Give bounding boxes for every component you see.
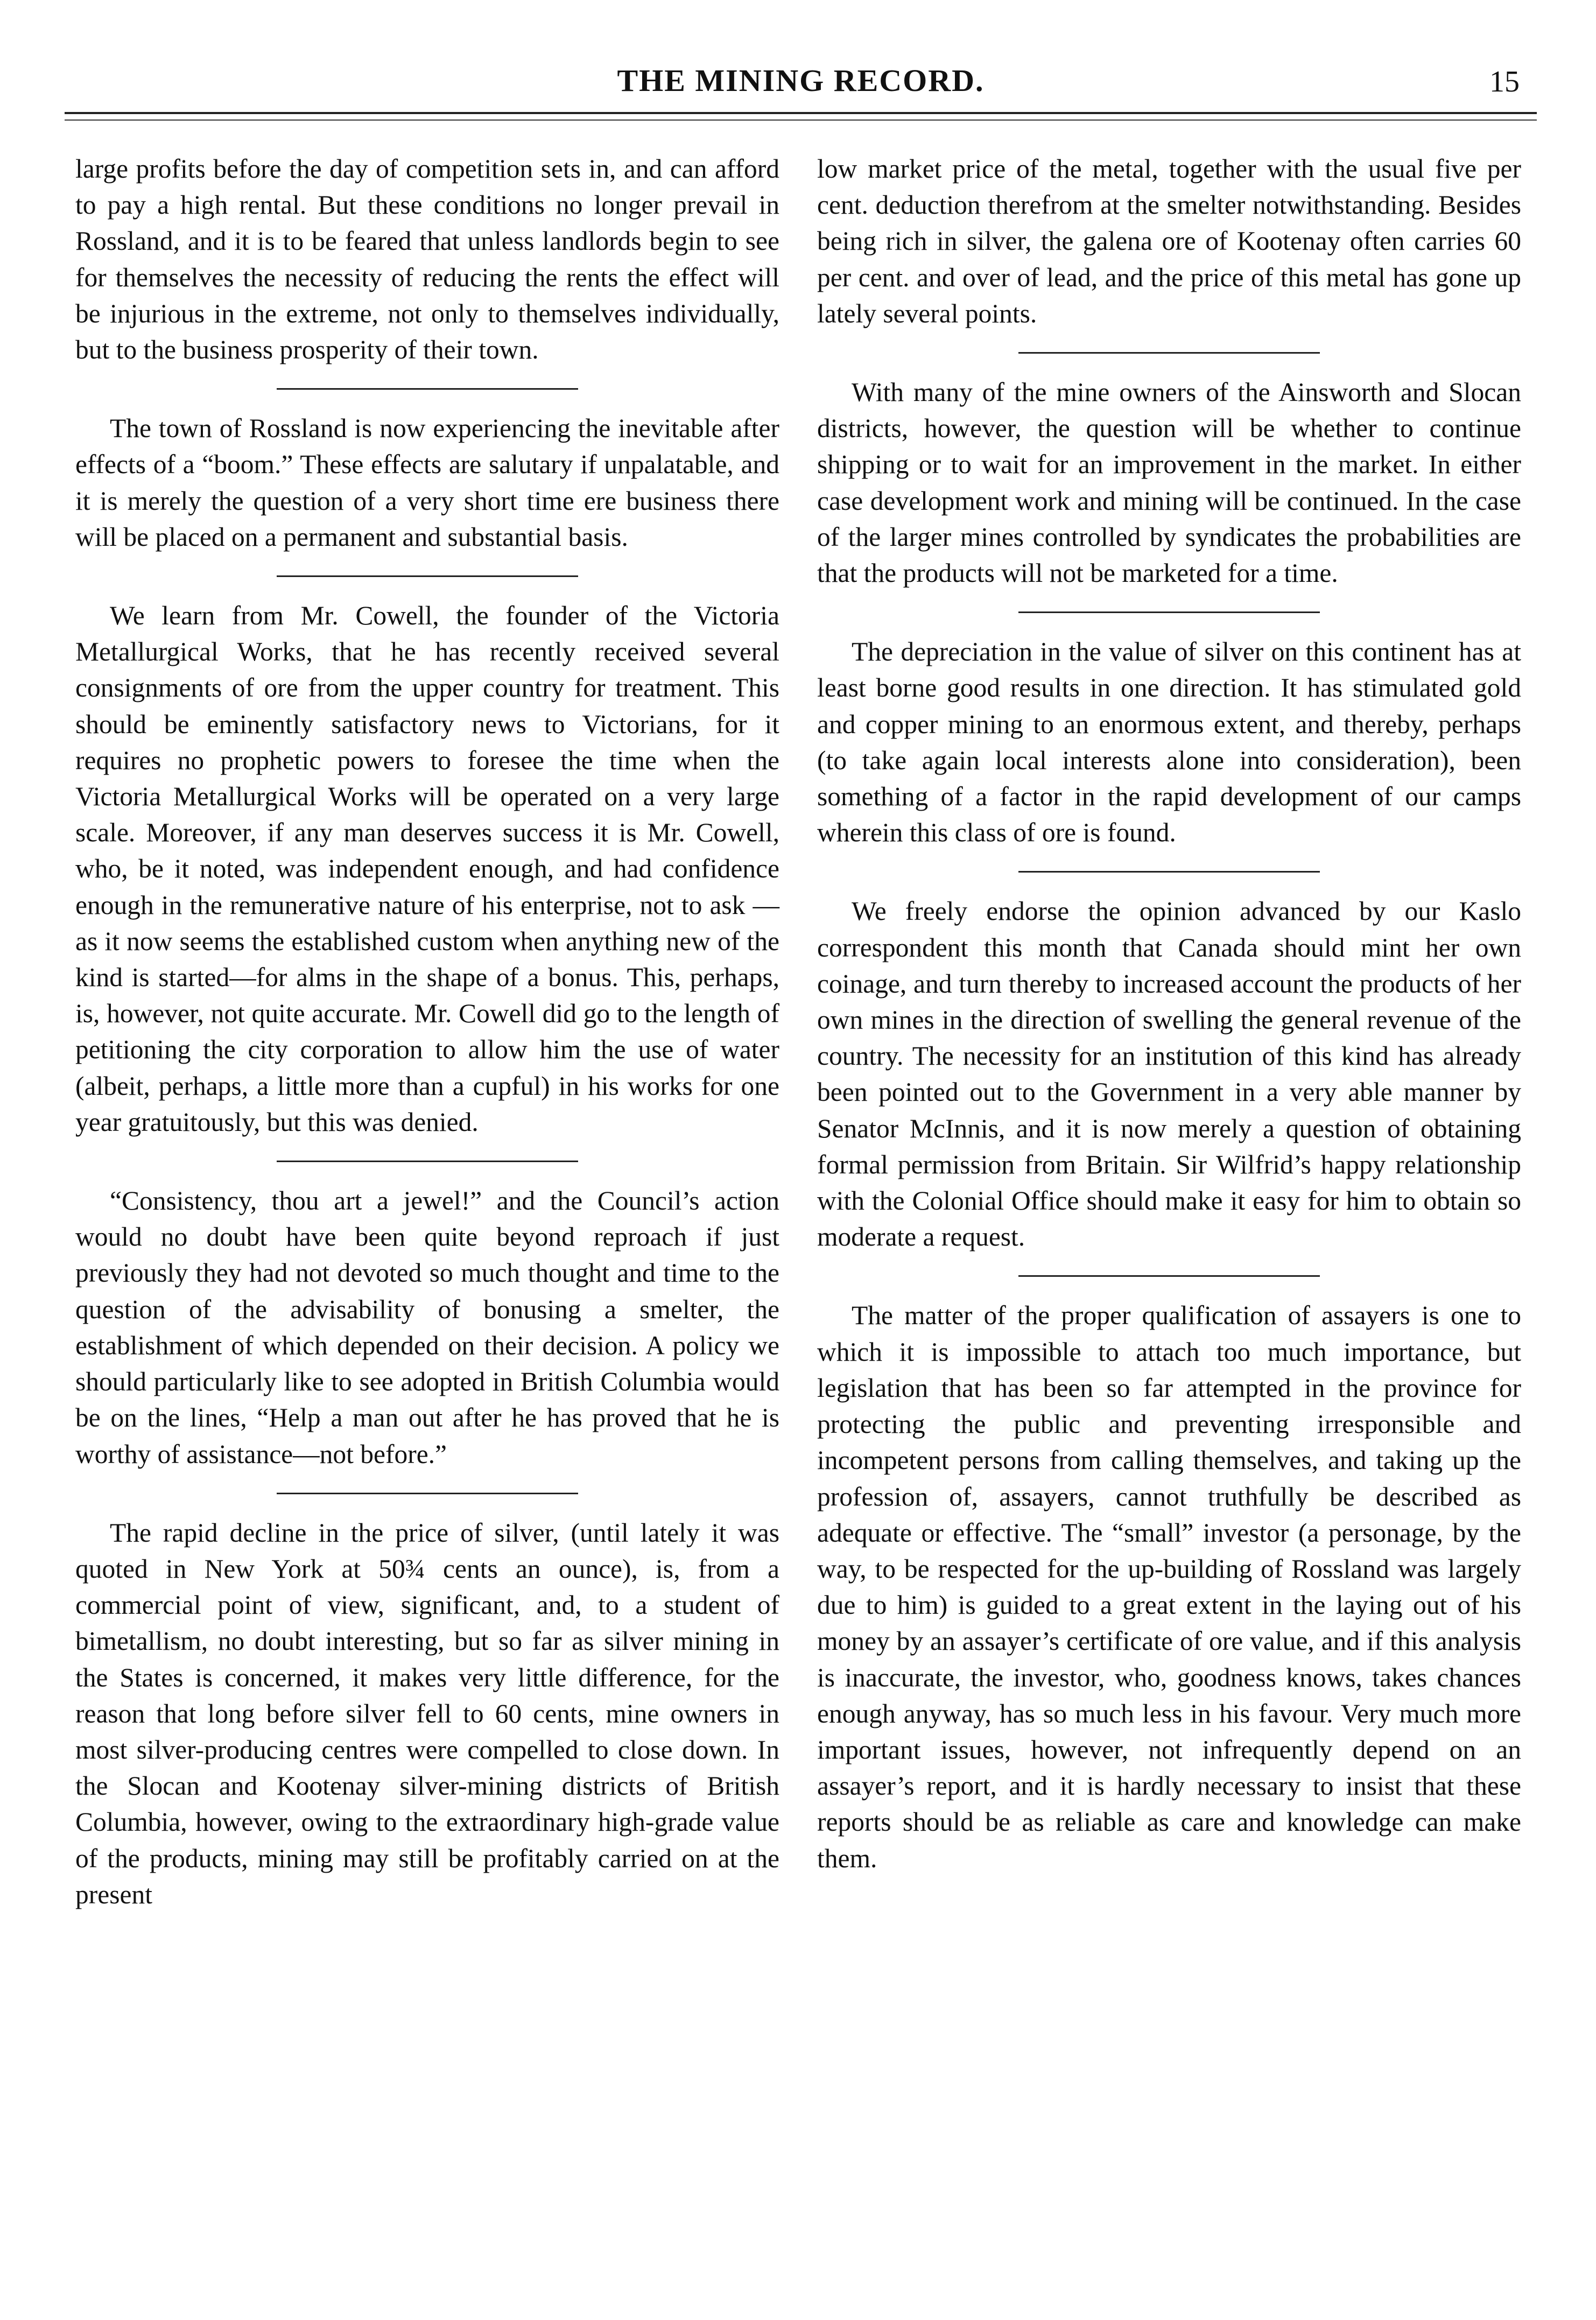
right-paragraph-2: With many of the mine owners of the Ainsworth and Slocan districts, however, the question will be whether to continue shipping or to wait for an improvement in the market. In either case development work and mining will be continued. In the case of the larger mines controlled by syndicates the probabilities are that the products will not be marketed for a time. [817, 377, 1521, 588]
paragraph-separator [1018, 352, 1320, 354]
paragraph-separator [277, 575, 578, 577]
paragraph-separator [1018, 1275, 1320, 1277]
page-number: 15 [1489, 65, 1520, 99]
left-paragraph-5: The rapid decline in the price of silver, (until lately it was quoted in New York at 50¾ cents an ounce), is, from a commercial point of view, significant, and, to a student of bimetallism, no doubt interesting, but so far as silver mining in the States is concerned, it makes very little difference, for the reason that long before silver fell to 60 cents, mine owners in most silver-producing centres were compelled to close down. In the Slocan and Kootenay silver-mining districts of British Columbia, however, owing to the extraordinary high-grade value of the products, mining may still be profitably carried on at the present [75, 1517, 779, 1909]
page-header [65, 60, 1537, 103]
paragraph-separator [1018, 611, 1320, 613]
left-paragraph-3: We learn from Mr. Cowell, the founder of the Victoria Metallurgical Works, that he has recently received several consignments of ore from the upper country for treatment. This should be eminently satisfactory news to Victorians, for it requires no prophetic powers to foresee the time when the Victoria Metallurgical Works will be operated on a very large scale. Moreover, if any man deserves success it is Mr. Cowell, who, be it noted, was independent enough, and had confidence enough in the remunerative nature of his enterprise, not to ask —as it now seems the established custom when anything new of the kind is started—for alms in the shape of a bonus. This, perhaps, is, however, not quite accurate. Mr. Cowell did go to the length of petitioning the city corporation to allow him the use of water (albeit, perhaps, a little more than a cupful) in his works for one year gratuitously, but this was denied. [75, 601, 779, 1137]
header-rule-thin [65, 119, 1537, 121]
right-column [817, 151, 1521, 1876]
right-paragraph-4: We freely endorse the opinion advanced by our Kaslo correspondent this month that Canada should mint her own coinage, and turn thereby to increased account the products of her own mines in the direction of swelling the general revenue of the country. The necessity for an institution of this kind has already been pointed out to the Government in a very able manner by Senator McInnis, and it is now merely a question of obtaining formal permission from Britain. Sir Wilfrid’s happy relationship with the Colonial Office should make it easy for him to obtain so moderate a request. [817, 896, 1521, 1252]
publication-title: THE MINING RECORD. [617, 63, 985, 98]
right-paragraph-1: low market price of the metal, together with the usual five per cent. deduction therefrom at the smelter notwithstanding. Besides being rich in silver, the galena ore of Kootenay often carries 60 per cent. and over of lead, and the price of this metal has gone up lately several points. [817, 154, 1521, 328]
right-paragraph-3: The depreciation in the value of silver on this continent has at least borne good results in one direction. It has stimulated gold and copper mining to an enormous extent, and thereby, perhaps (to take again local interests alone into consideration), been something of a factor in the rapid development of our camps wherein this class of ore is found. [817, 637, 1521, 848]
paragraph-separator [277, 388, 578, 390]
left-paragraph-2: The town of Rossland is now experiencing the inevitable after effects of a “boom.” These effects are salutary if unpalatable, and it is merely the question of a very short time ere business there will be placed on a permanent and substantial basis. [75, 413, 779, 552]
paragraph-separator [277, 1161, 578, 1162]
right-paragraph-5: The matter of the proper qualification of assayers is one to which it is impossible to attach too much importance, but legislation that has been so far attempted in the province for protecting the public and preventing irresponsible and incompetent persons from calling themselves, and taking up the profession of, assayers, cannot truthfully be described as adequate or effective. The “small” investor (a personage, by the way, to be respected for the up-building of Rossland was largely due to him) is guided to a great extent in the laying out of his money by an assayer’s certificate of ore value, and if this analysis is inaccurate, the investor, who, goodness knows, takes chances enough anyway, has so much less in his favour. Very much more important issues, however, not infrequently depend on an assayer’s report, and it is hardly necessary to insist that these reports should be as reliable as care and knowledge can make them. [817, 1300, 1521, 1873]
paragraph-separator [1018, 871, 1320, 873]
paragraph-separator [277, 1493, 578, 1494]
left-paragraph-4: “Consistency, thou art a jewel!” and the Council’s action would no doubt have been quite beyond reproach if just previously they had not devoted so much thought and time to the question of the advisability of bonusing a smelter, the establishment of which depended on their decision. A policy we should particularly like to see adopted in British Columbia would be on the lines, “Help a man out after he has proved that he is worthy of assistance—not before.” [75, 1186, 779, 1469]
left-paragraph-1: large profits before the day of competition sets in, and can afford to pay a high rental. But these conditions no longer prevail in Rossland, and it is to be feared that unless landlords begin to see for themselves the necessity of reducing the rents the effect will be injurious in the extreme, not only to themselves individually, but to the business prosperity of their town. [75, 154, 779, 365]
header-rule [65, 112, 1537, 114]
left-column [75, 151, 779, 1913]
